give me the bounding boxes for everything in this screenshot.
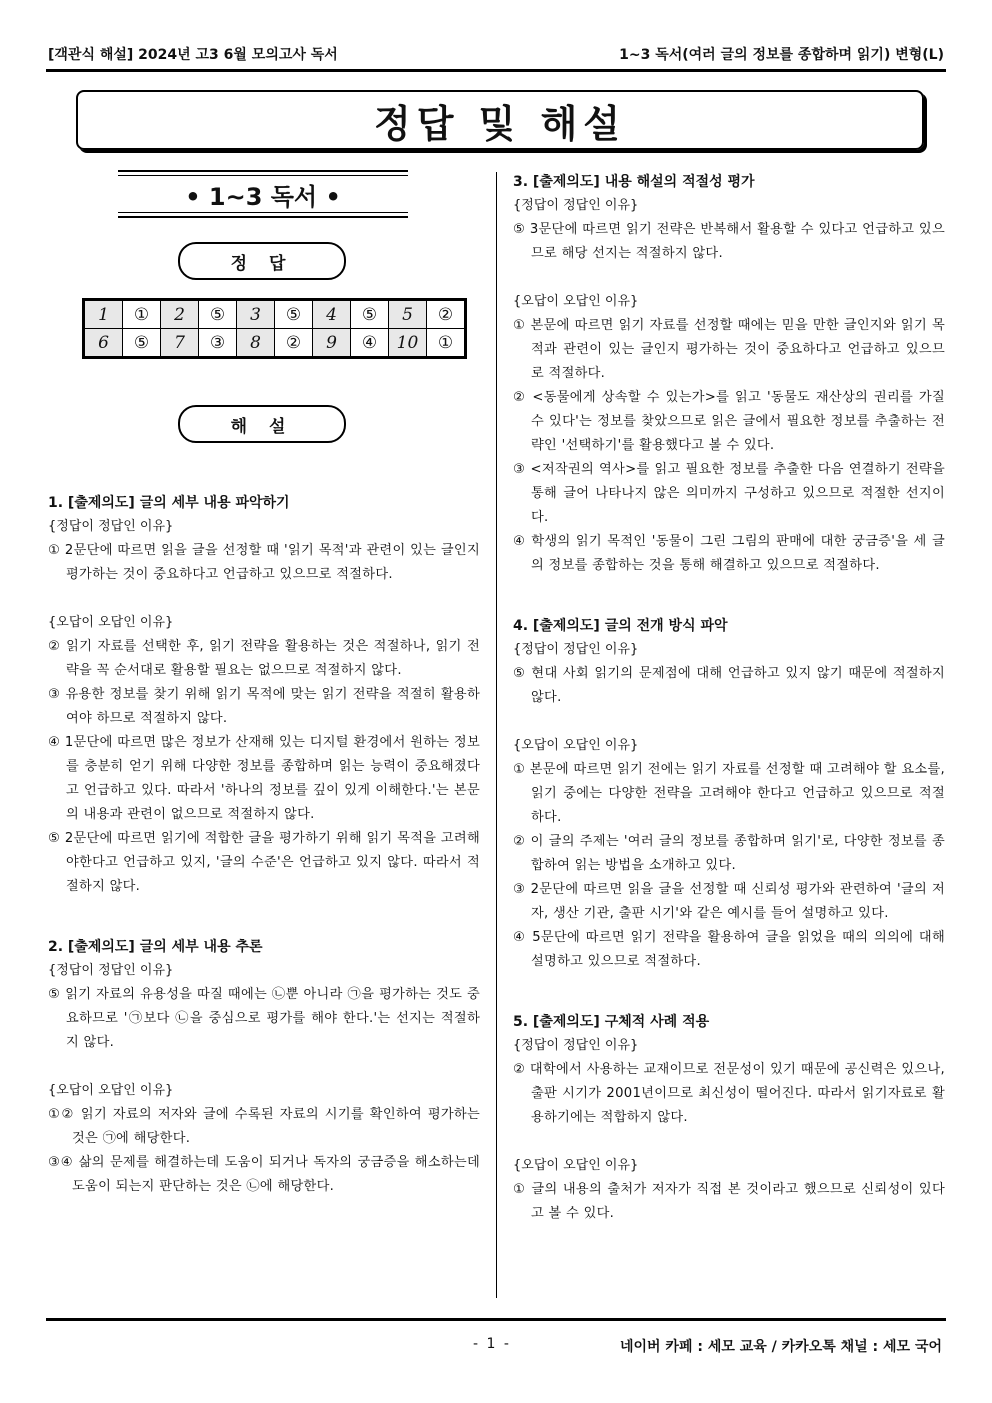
answer-table xyxy=(84,300,465,357)
correct-reason-label: {정답이 정답인 이유} xyxy=(513,198,639,213)
answers-label: 정 답 xyxy=(178,242,346,280)
explanation-item: ② 읽기 자료를 선택한 후, 읽기 전략을 활용하는 것은 적절하나, 읽기 전략을 꼭 순서대로 활용할 필요는 없으므로 적절하지 않다. xyxy=(48,639,480,678)
question-title: 5. [출제의도] 구체적 사례 적용 xyxy=(513,1014,710,1030)
correct-reason-label: {정답이 정답인 이유} xyxy=(48,963,174,978)
explanation-label: 해 설 xyxy=(178,405,346,443)
answer-cell: ⑤ xyxy=(199,301,237,329)
question-number: 5 xyxy=(389,301,427,329)
question-number: 3 xyxy=(237,301,275,329)
explanation-item: ④ 5문단에 따르면 읽기 전략을 활용하여 글을 읽었을 때의 의의에 대해 설명하고 있으므로 적절하다. xyxy=(513,930,945,969)
explanation-item: ⑤ 현대 사회 읽기의 문제점에 대해 언급하고 있지 않기 때문에 적절하지 않다. xyxy=(513,666,945,705)
wrong-reason-label: {오답이 오답인 이유} xyxy=(513,1158,639,1173)
explanation-item: ⑤ 2문단에 따르면 읽기에 적합한 글을 평가하기 위해 읽기 목적을 고려해야한다고 언급하고 있지, '글의 수준'은 언급하고 있지 않다. 따라서 적절하지 않다. xyxy=(48,831,480,894)
header-right: 1~3 독서(여러 글의 정보를 종합하며 읽기) 변형(L) xyxy=(619,47,944,63)
page-number: - 1 - xyxy=(473,1336,511,1352)
explanation-item: ② <동물에게 상속할 수 있는가>를 읽고 '동물도 재산상의 권리를 가질 수 있다'는 정보를 찾았으므로 읽은 글에서 필요한 정보를 추출하는 전략인 '선택하기'를 활용했다고 볼 수 있다. xyxy=(513,390,945,453)
answer-cell: ④ xyxy=(351,329,389,357)
explanation-item: ② 대학에서 사용하는 교재이므로 전문성이 있기 때문에 공신력은 있으나, 출판 시기가 2001년이므로 최신성이 떨어진다. 따라서 읽기자료로 활용하기에는 적합하지 않다. xyxy=(513,1062,945,1125)
question-number: 4 xyxy=(313,301,351,329)
explanation-item: ①② 읽기 자료의 저자와 글에 수록된 자료의 시기를 확인하여 평가하는 것은 ㉠에 해당한다. xyxy=(48,1107,480,1146)
explanation-item: ① 본문에 따르면 읽기 전에는 읽기 자료를 선정할 때 고려해야 할 요소를, 읽기 중에는 다양한 전략을 고려해야 한다고 언급하고 있으므로 적절하다. xyxy=(513,762,945,825)
footer-rule xyxy=(46,1318,946,1321)
section-title: • 1~3 독서 • xyxy=(118,170,408,218)
correct-reason-label: {정답이 정답인 이유} xyxy=(513,642,639,657)
question-number: 10 xyxy=(389,329,427,357)
wrong-reason-label: {오답이 오답인 이유} xyxy=(513,294,639,309)
correct-reason-label: {정답이 정답인 이유} xyxy=(48,519,174,534)
explanation-item: ① 글의 내용의 출처가 저자가 직접 본 것이라고 했으므로 신뢰성이 있다고 볼 수 있다. xyxy=(513,1182,945,1221)
question-1-explanation xyxy=(48,491,480,899)
question-5-explanation xyxy=(513,1010,945,1226)
question-number: 8 xyxy=(237,329,275,357)
question-2-explanation xyxy=(48,935,480,1199)
explanation-item: ① 본문에 따르면 읽기 자료를 선정할 때에는 믿을 만한 글인지와 읽기 목적과 관련이 있는 글인지 평가하는 것이 중요하다고 언급하고 있으므로 적절하다. xyxy=(513,318,945,381)
question-number: 2 xyxy=(161,301,199,329)
explanation-item: ④ 1문단에 따르면 많은 정보가 산재해 있는 디지털 환경에서 원하는 정보를 충분히 얻기 위해 다양한 정보를 종합하며 읽는 능력이 중요해졌다고 언급하고 있다. 따라서 '하나의 정보를 깊이 있게 이해한다.'는 본문의 내용과 관련이 없으므로 적절하지 않다. xyxy=(48,735,480,822)
answer-row xyxy=(85,301,465,329)
page-title: 정답 및 해설 xyxy=(76,90,924,150)
explanation-item: ③ <저작권의 역사>를 읽고 필요한 정보를 추출한 다음 연결하기 전략을 통해 글어 나타나지 않은 의미까지 구성하고 있으므로 적절한 선지이다. xyxy=(513,462,945,525)
answer-cell: ⑤ xyxy=(123,329,161,357)
question-number: 6 xyxy=(85,329,123,357)
answer-cell: ② xyxy=(427,301,465,329)
footer-credit: 네이버 카페 : 세모 교육 / 카카오톡 채널 : 세모 국어 xyxy=(619,1339,942,1355)
answer-cell: ① xyxy=(427,329,465,357)
explanation-item: ③ 유용한 정보를 찾기 위해 읽기 목적에 맞는 읽기 전략을 적절히 활용하여야 하므로 적절하지 않다. xyxy=(48,687,480,726)
answer-cell: ① xyxy=(123,301,161,329)
right-column xyxy=(513,170,945,1226)
left-column xyxy=(48,170,480,1199)
explanation-item: ⑤ 3문단에 따르면 읽기 전략은 반복해서 활용할 수 있다고 언급하고 있으므로 해당 선지는 적절하지 않다. xyxy=(513,222,945,261)
answer-cell: ② xyxy=(275,329,313,357)
question-4-explanation xyxy=(513,614,945,974)
wrong-reason-label: {오답이 오답인 이유} xyxy=(48,615,174,630)
question-number: 9 xyxy=(313,329,351,357)
question-title: 2. [출제의도] 글의 세부 내용 추론 xyxy=(48,939,263,955)
answer-cell: ⑤ xyxy=(351,301,389,329)
explanation-item: ⑤ 읽기 자료의 유용성을 따질 때에는 ㉡뿐 아니라 ㉠을 평가하는 것도 중요하므로 '㉠보다 ㉡을 중심으로 평가를 해야 한다.'는 선지는 적절하지 않다. xyxy=(48,987,480,1050)
explanation-item: ④ 학생의 읽기 목적인 '동물이 그린 그림의 판매에 대한 궁금증'을 세 글의 정보를 종합하는 것을 통해 해결하고 있으므로 적절하다. xyxy=(513,534,945,573)
page-header xyxy=(48,44,944,66)
explanation-item: ③ 2문단에 따르면 읽을 글을 선정할 때 신뢰성 평가와 관련하여 '글의 저자, 생산 기관, 출판 시기'와 같은 예시를 들어 설명하고 있다. xyxy=(513,882,945,921)
column-divider xyxy=(496,172,497,1298)
answer-row xyxy=(85,329,465,357)
question-title: 1. [출제의도] 글의 세부 내용 파악하기 xyxy=(48,495,290,511)
correct-reason-label: {정답이 정답인 이유} xyxy=(513,1038,639,1053)
answer-cell: ⑤ xyxy=(275,301,313,329)
question-3-explanation xyxy=(513,170,945,578)
question-number: 7 xyxy=(161,329,199,357)
answer-cell: ③ xyxy=(199,329,237,357)
question-title: 4. [출제의도] 글의 전개 방식 파악 xyxy=(513,618,728,634)
explanation-item: ③④ 삶의 문제를 해결하는데 도움이 되거나 독자의 궁금증을 해소하는데 도움이 되는지 판단하는 것은 ㉡에 해당한다. xyxy=(48,1155,480,1194)
header-rule xyxy=(46,69,946,72)
explanation-item: ① 2문단에 따르면 읽을 글을 선정할 때 '읽기 목적'과 관련이 있는 글인지 평가하는 것이 중요하다고 언급하고 있으므로 적절하다. xyxy=(48,543,480,582)
header-left: [객관식 해설] 2024년 고3 6월 모의고사 독서 xyxy=(48,47,338,63)
wrong-reason-label: {오답이 오답인 이유} xyxy=(513,738,639,753)
question-number: 1 xyxy=(85,301,123,329)
question-title: 3. [출제의도] 내용 해설의 적절성 평가 xyxy=(513,174,755,190)
explanation-item: ② 이 글의 주제는 '여러 글의 정보를 종합하며 읽기'로, 다양한 정보를 종합하여 읽는 방법을 소개하고 있다. xyxy=(513,834,945,873)
wrong-reason-label: {오답이 오답인 이유} xyxy=(48,1083,174,1098)
